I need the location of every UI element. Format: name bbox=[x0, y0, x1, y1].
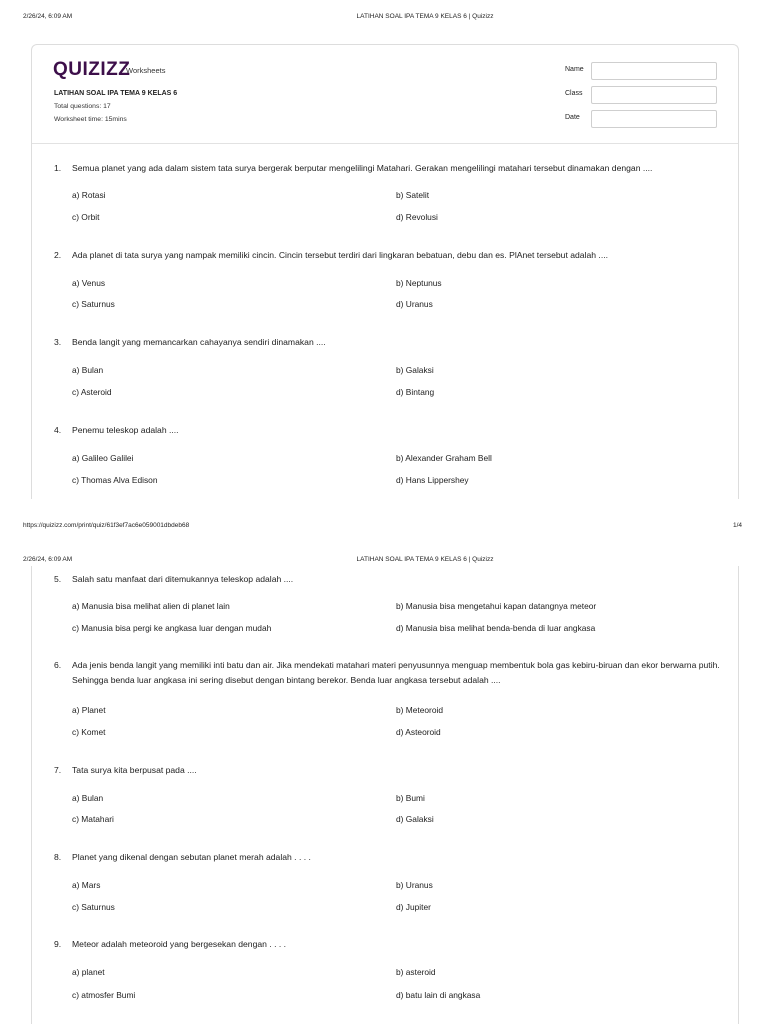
print-date: 2/26/24, 6:09 AM bbox=[23, 556, 73, 563]
option-c: c) Thomas Alva Edison bbox=[72, 475, 158, 485]
option-d: d) Revolusi bbox=[396, 212, 438, 222]
print-title: LATIHAN SOAL IPA TEMA 9 KELAS 6 | Quizizz bbox=[356, 556, 494, 563]
question-number: 4. bbox=[54, 425, 62, 435]
question-text: Penemu teleskop adalah .... bbox=[72, 425, 179, 435]
question-number: 5. bbox=[54, 574, 62, 584]
option-d: d) Manusia bisa melihat benda-benda di luar angkasa bbox=[396, 623, 596, 633]
option-a: a) Galileo Galilei bbox=[72, 453, 134, 463]
question-number: 6. bbox=[54, 660, 62, 670]
worksheet-card-page-2 bbox=[31, 566, 739, 1024]
option-d: d) Hans Lippershey bbox=[396, 475, 469, 485]
option-c: c) Matahari bbox=[72, 814, 114, 824]
question-number: 2. bbox=[54, 250, 62, 260]
class-label: Class bbox=[565, 90, 583, 97]
print-header-page-1 bbox=[0, 13, 768, 27]
option-b: b) Manusia bisa mengetahui kapan datangnya meteor bbox=[396, 601, 597, 611]
option-d: d) batu lain di angkasa bbox=[396, 990, 481, 1000]
print-title: LATIHAN SOAL IPA TEMA 9 KELAS 6 | Quizizz bbox=[356, 13, 494, 20]
option-a: a) Bulan bbox=[72, 365, 104, 375]
option-a: a) Planet bbox=[72, 705, 106, 715]
option-d: d) Uranus bbox=[396, 299, 433, 309]
option-a: a) Manusia bisa melihat alien di planet lain bbox=[72, 601, 230, 611]
date-label: Date bbox=[565, 114, 580, 121]
option-c: c) Saturnus bbox=[72, 902, 115, 912]
option-a: a) Mars bbox=[72, 880, 101, 890]
question-text: Planet yang dikenal dengan sebutan planet merah adalah . . . . bbox=[72, 852, 311, 862]
question-number: 9. bbox=[54, 939, 62, 949]
option-a: a) Rotasi bbox=[72, 190, 106, 200]
quizizz-logo: QUIZIZZ bbox=[53, 59, 131, 80]
question-text: Semua planet yang ada dalam sistem tata surya bergerak berputar mengelilingi Matahari. Gerakan mengelilingi matahari tersebut dinamakan dengan .... bbox=[72, 163, 653, 173]
name-label: Name bbox=[565, 66, 584, 73]
question-text: Ada planet di tata surya yang nampak memiliki cincin. Cincin tersebut terdiri dari lingkaran bebatuan, debu dan es. PlAnet tersebut adalah .... bbox=[72, 250, 608, 260]
print-url: https://quizizz.com/print/quiz/61f3ef7ac6e059001dbdeb68 bbox=[23, 522, 190, 529]
option-c: c) atmosfer Bumi bbox=[72, 990, 136, 1000]
worksheet-header bbox=[32, 45, 738, 144]
total-questions: Total questions: 17 bbox=[54, 103, 111, 110]
option-c: c) Komet bbox=[72, 727, 106, 737]
date-field[interactable] bbox=[591, 110, 717, 128]
option-c: c) Manusia bisa pergi ke angkasa luar dengan mudah bbox=[72, 623, 272, 633]
option-a: a) planet bbox=[72, 967, 105, 977]
logo-subtitle: Worksheets bbox=[126, 66, 166, 75]
option-c: c) Orbit bbox=[72, 212, 100, 222]
option-b: b) asteroid bbox=[396, 967, 436, 977]
option-a: a) Bulan bbox=[72, 793, 104, 803]
option-a: a) Venus bbox=[72, 278, 106, 288]
worksheet-title: LATIHAN SOAL IPA TEMA 9 KELAS 6 bbox=[54, 90, 178, 97]
option-c: c) Saturnus bbox=[72, 299, 115, 309]
page-number: 1/4 bbox=[733, 522, 743, 529]
question-text: Benda langit yang memancarkan cahayanya sendiri dinamakan .... bbox=[72, 337, 326, 347]
option-b: b) Neptunus bbox=[396, 278, 442, 288]
option-b: b) Alexander Graham Bell bbox=[396, 453, 492, 463]
option-b: b) Uranus bbox=[396, 880, 433, 890]
option-d: d) Jupiter bbox=[396, 902, 431, 912]
question-number: 7. bbox=[54, 765, 62, 775]
question-text: Salah satu manfaat dari ditemukannya teleskop adalah .... bbox=[72, 574, 294, 584]
option-d: d) Asteoroid bbox=[396, 727, 441, 737]
question-number: 1. bbox=[54, 163, 62, 173]
option-b: b) Galaksi bbox=[396, 365, 434, 375]
option-b: b) Meteoroid bbox=[396, 705, 444, 715]
question-text: Ada jenis benda langit yang memiliki inti batu dan air. Jika mendekati matahari materi penyusunnya menguap membentuk bola gas kebiru-biruan dan ekor berwarna putih. Sehingga benda luar angkasa ini sering disebut dengan bintang berekor. Benda luar angkasa tersebut adalah .... bbox=[72, 660, 720, 685]
option-b: b) Bumi bbox=[396, 793, 425, 803]
question-number: 3. bbox=[54, 337, 62, 347]
option-b: b) Satelit bbox=[396, 190, 430, 200]
worksheet-time: Worksheet time: 15mins bbox=[54, 116, 127, 123]
question-text: Meteor adalah meteoroid yang bergesekan dengan . . . . bbox=[72, 939, 287, 949]
question-text: Tata surya kita berpusat pada .... bbox=[72, 765, 197, 775]
class-field[interactable] bbox=[591, 86, 717, 104]
name-field[interactable] bbox=[591, 62, 717, 80]
option-d: d) Bintang bbox=[396, 387, 435, 397]
question-number: 8. bbox=[54, 852, 62, 862]
option-c: c) Asteroid bbox=[72, 387, 112, 397]
option-d: d) Galaksi bbox=[396, 814, 434, 824]
print-date: 2/26/24, 6:09 AM bbox=[23, 13, 73, 20]
